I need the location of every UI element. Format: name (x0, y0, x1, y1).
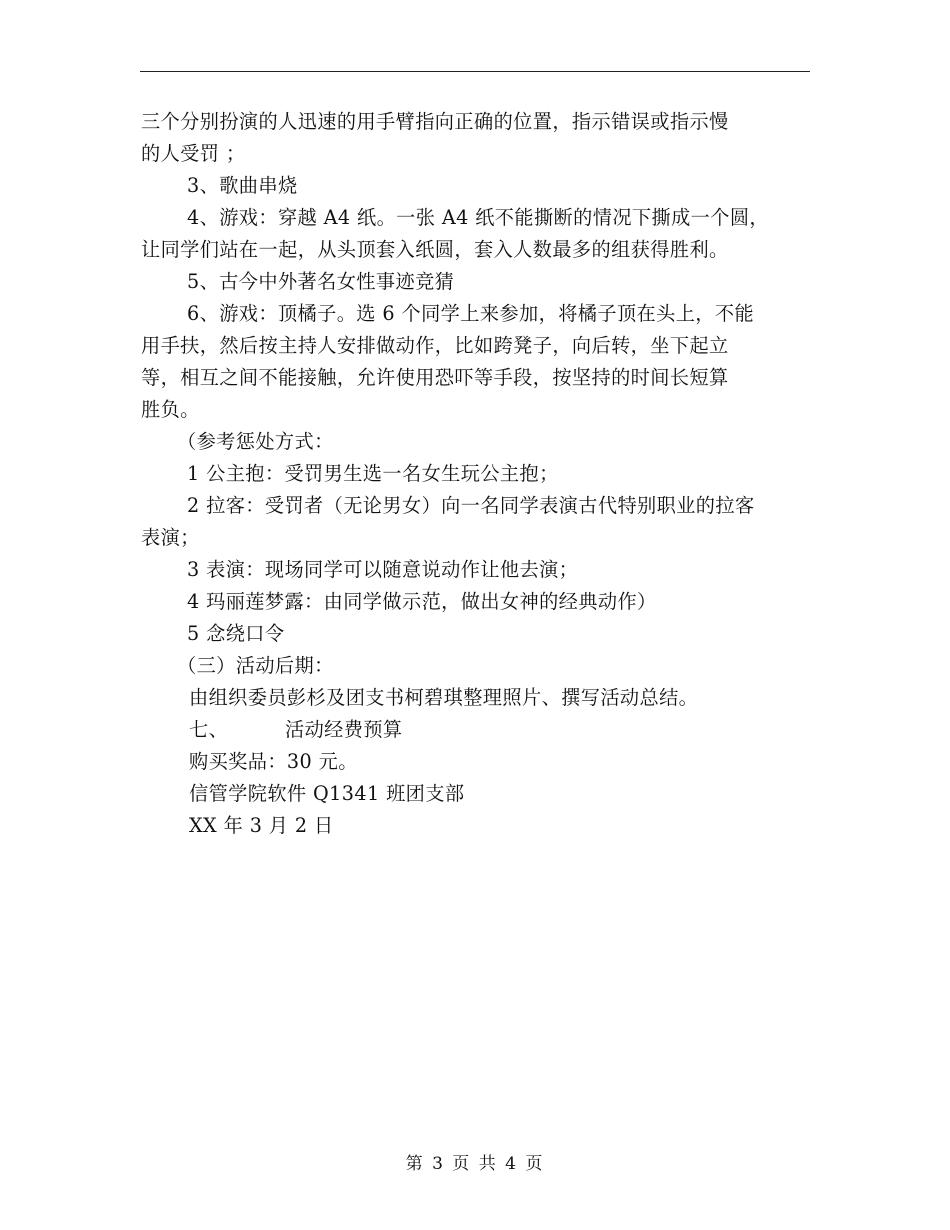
penalty-item-2: 2 拉客：受罚者（无论男女）向一名同学表演古代特别职业的拉客 (187, 494, 755, 517)
signature-date: XX 年 3 月 2 日 (189, 814, 334, 837)
paragraph-line: 用手扶，然后按主持人安排做动作，比如跨凳子，向后转，坐下起立 (141, 334, 729, 357)
document-body (141, 106, 813, 842)
list-item-a4-game: 4、游戏：穿越 A4 纸。一张 A4 纸不能撕断的情况下撕成一个圆， (187, 206, 770, 229)
paragraph-line: 的人受罚 ； (141, 142, 246, 165)
budget-item: 购买奖品：30 元。 (189, 750, 358, 773)
paragraph-line: 表演； (141, 526, 200, 549)
section-number: 七、 (189, 718, 229, 741)
section-three-heading: （三）活动后期： (177, 654, 334, 677)
paragraph-line: 让同学们站在一起，从头顶套入纸圆，套入人数最多的组获得胜利。 (141, 238, 729, 261)
signature-org: 信管学院软件 Q1341 班团支部 (189, 782, 465, 805)
section-title: 活动经费预算 (285, 718, 403, 741)
penalty-heading: （参考惩处方式： (177, 430, 334, 453)
penalty-item-3: 3 表演：现场同学可以随意说动作让他去演； (187, 558, 579, 581)
penalty-item-4: 4 玛丽莲梦露：由同学做示范，做出女神的经典动作） (187, 590, 657, 613)
list-item-women-quiz: 5、古今中外著名女性事迹竞猜 (187, 270, 455, 293)
paragraph-line: 三个分别扮演的人迅速的用手臂指向正确的位置，指示错误或指示慢 (141, 110, 729, 133)
penalty-item-5: 5 念绕口令 (187, 622, 285, 645)
paragraph-line: 等，相互之间不能接触，允许使用恐吓等手段，按坚持的时间长短算 (141, 366, 729, 389)
paragraph-line: 胜负。 (141, 398, 200, 421)
penalty-item-1: 1 公主抱：受罚男生选一名女生玩公主抱； (187, 462, 559, 485)
page-number-footer: 第 3 页 共 4 页 (405, 1154, 545, 1174)
header-rule (140, 71, 810, 72)
list-item-orange-game: 6、游戏：顶橘子。选 6 个同学上来参加，将橘子顶在头上，不能 (187, 302, 755, 325)
section-seven-heading (141, 714, 813, 746)
paragraph-summary: 由组织委员彭杉及团支书柯碧琪整理照片、撰写活动总结。 (189, 686, 699, 709)
list-item-song-medley: 3、歌曲串烧 (187, 174, 298, 197)
